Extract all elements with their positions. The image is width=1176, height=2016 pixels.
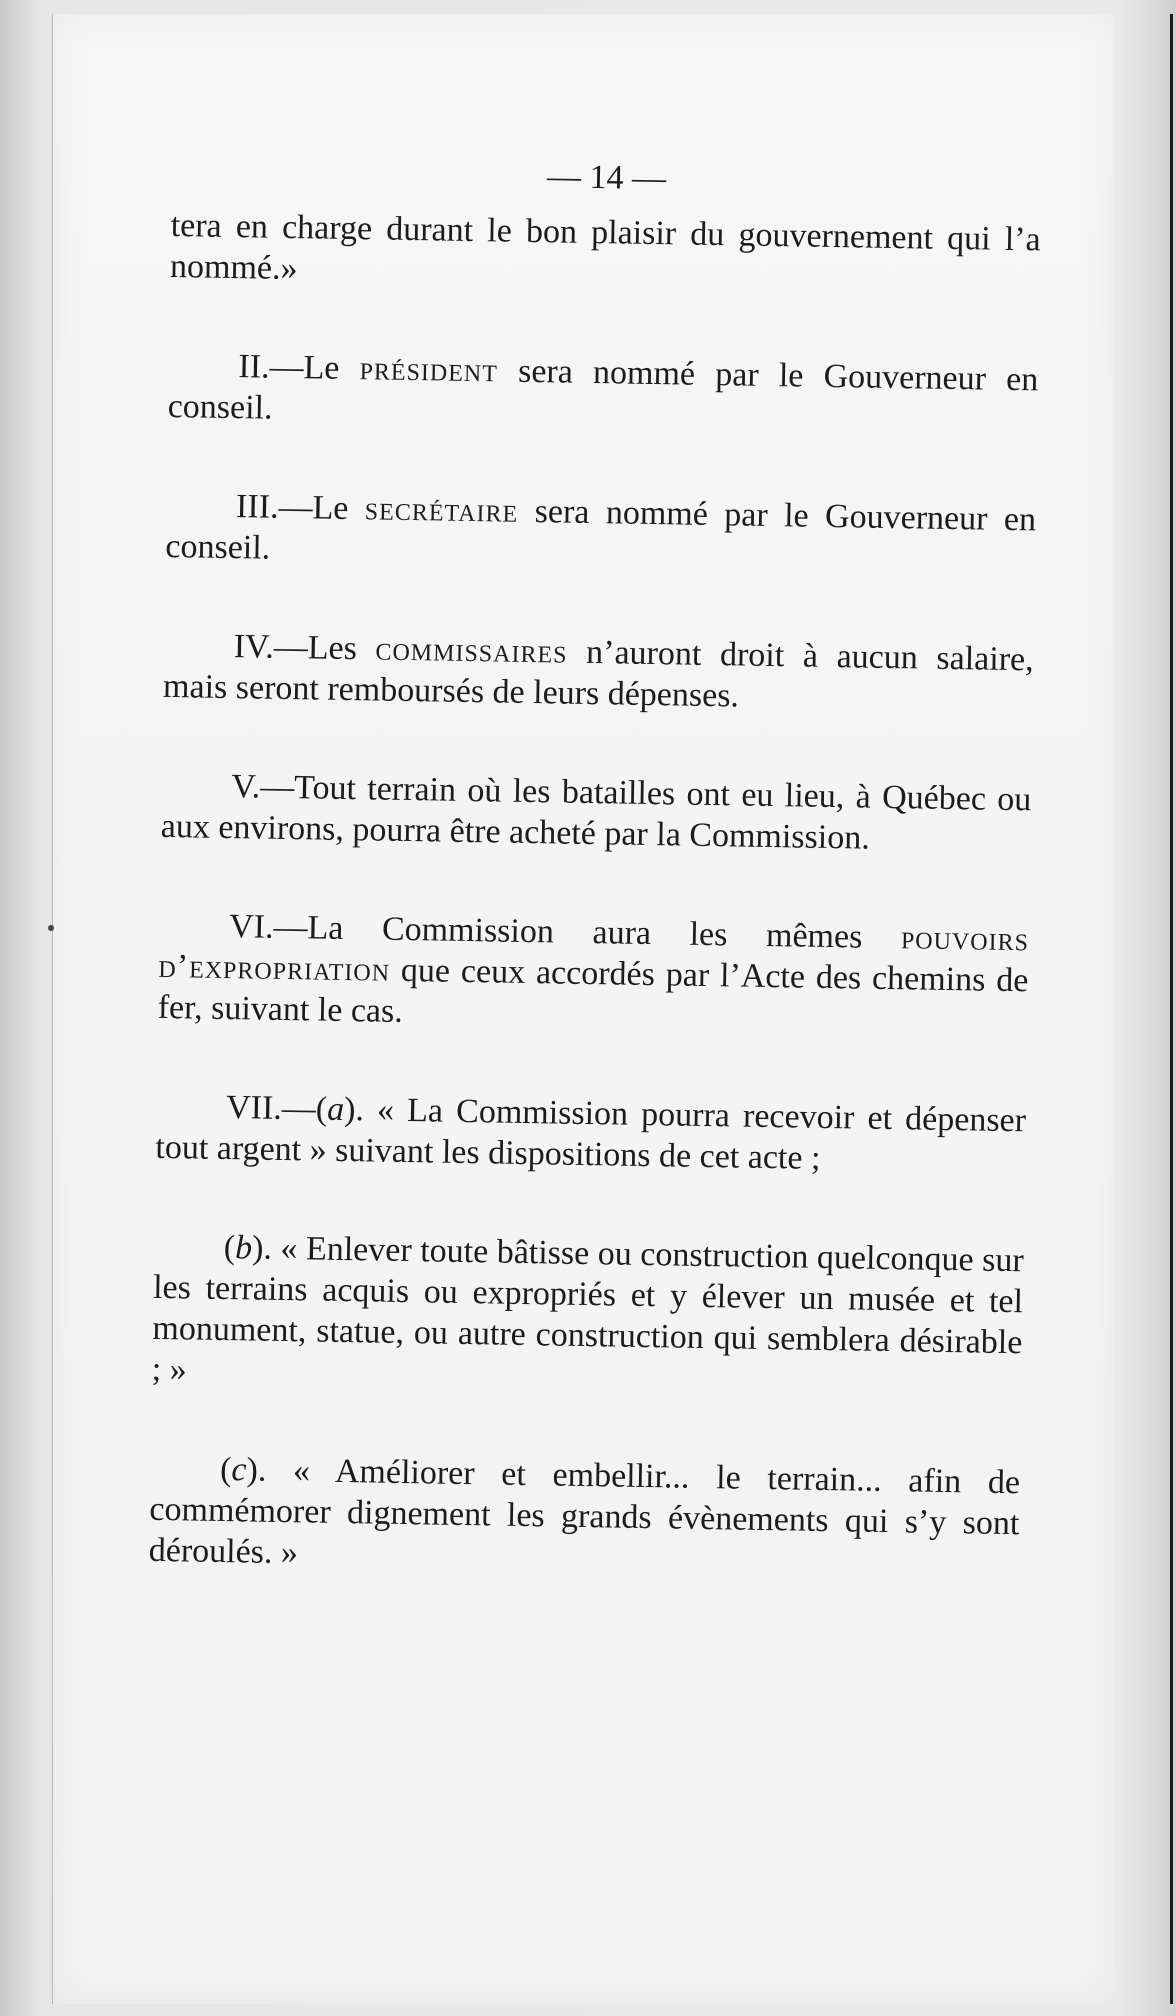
article-vii-a-label: a — [326, 1090, 345, 1128]
article-vi-term: pouvoirs d’expropriation — [158, 919, 1030, 989]
paragraph-continuation: tera en charge durant le bon plaisir du gouvernement qui l’a nommé.» — [169, 206, 1041, 288]
paragraph-article-v: V.—Tout terrain où les batailles ont eu lieu, à Québec ou aux environs, pourra être acheté par la Commission. — [160, 768, 1032, 857]
paragraph-article-vii-b — [151, 1226, 1024, 1404]
article-iv-prefix: IV.—Les — [233, 628, 376, 668]
article-ii-text: sera nommé par le Gouverneur en conseil. — [167, 352, 1039, 427]
article-iv-term: commissaires — [375, 630, 568, 671]
article-vii-c-text: ). « Améliorer et embellir... le terrain... afin de commémorer dignement les grands évènements qui s’y sont déroulés. » — [148, 1451, 1021, 1572]
article-vii-a-prefix: VII.—( — [225, 1089, 328, 1128]
page-text — [148, 150, 1041, 1585]
article-iii-prefix: III.—Le — [235, 488, 366, 528]
article-iii-term: secrétaire — [364, 490, 519, 530]
article-ii-term: président — [359, 350, 499, 390]
article-vi-text: que ceux accordés par l’Acte des chemins de fer, suivant le cas. — [157, 951, 1029, 1030]
paragraph-article-vii-c — [148, 1448, 1020, 1585]
article-vii-a-text: ). « La Commission pourra recevoir et dépenser tout argent » suivant les dispositions de cet acte ; — [155, 1090, 1027, 1177]
article-vii-b-prefix: ( — [223, 1229, 236, 1267]
paragraph-article-iii — [165, 485, 1036, 581]
article-vii-c-prefix: ( — [219, 1450, 232, 1489]
article-vii-b-text: ). « Enlever toute bâtisse ou construction quelconque sur les terrains acquis ou expropriés et y élever un musée et tel monument, statue, ou autre construction qui semblera désirable ; » — [151, 1229, 1025, 1389]
margin-speck — [48, 925, 54, 931]
article-ii-prefix: II.—Le — [238, 348, 360, 388]
page-edge-shadow — [1170, 14, 1173, 2004]
article-vi-prefix: VI.—La Commission aura les mêmes — [228, 908, 902, 957]
article-iii-text: sera nommé par le Gouverneur en conseil. — [165, 492, 1037, 567]
paragraph-article-vii-a — [155, 1086, 1026, 1182]
paragraph-article-vi — [157, 905, 1029, 1042]
paragraph-article-iv — [163, 625, 1034, 721]
article-iv-text: n’auront droit à aucun salaire, mais seront remboursés de leurs dépenses. — [162, 633, 1034, 715]
page-number: — 14 — — [546, 158, 667, 198]
article-vii-b-label: b — [234, 1229, 253, 1267]
paragraph-article-ii — [167, 345, 1038, 441]
article-vii-c-label: c — [231, 1451, 247, 1489]
